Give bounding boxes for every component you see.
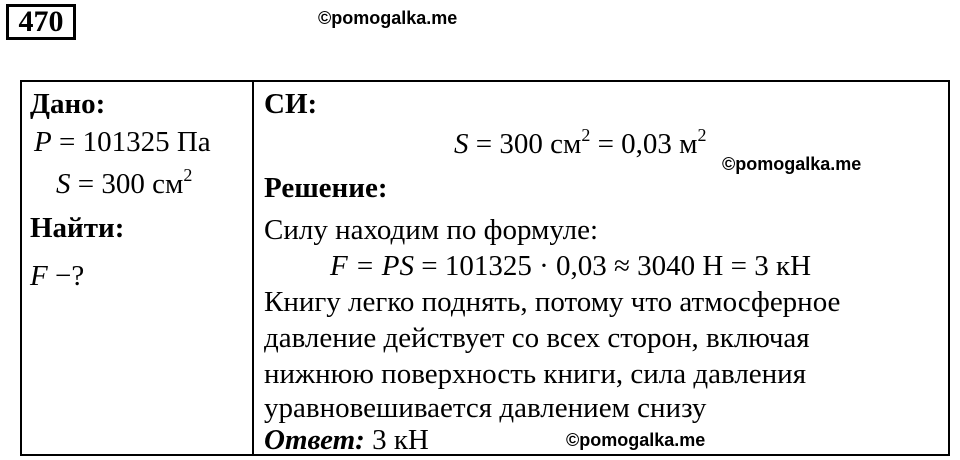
si-exponent-2: 2 [697, 125, 707, 145]
si-area-symbol: S [454, 128, 469, 160]
find-title: Найти: [30, 212, 125, 244]
solution-intro: Силу находим по формуле: [264, 214, 599, 246]
given-area [56, 165, 193, 200]
watermark-top: ©pomogalka.me [318, 8, 458, 28]
column-divider [252, 82, 254, 454]
watermark-bottom: ©pomogalka.me [566, 430, 706, 450]
watermark-middle: ©pomogalka.me [722, 154, 862, 174]
given-title: Дано: [30, 88, 106, 120]
si-exponent-1: 2 [581, 125, 591, 145]
si-area-value: = 300 см [475, 128, 582, 160]
si-area-converted: = 0,03 м [590, 128, 698, 160]
problem-number: 470 [6, 4, 76, 40]
explanation-line-2: давление действует со всех сторон, включая [264, 322, 810, 354]
area-value: = 300 см [77, 168, 184, 200]
formula-rhs: = 101325 · 0,03 ≈ 3040 Н = 3 кН [421, 250, 812, 282]
si-conversion [454, 125, 707, 160]
force-symbol: F [30, 260, 48, 292]
answer [264, 426, 429, 455]
explanation-line-1: Книгу легко поднять, потому что атмосферное [264, 286, 841, 318]
pressure-value: = 101325 Па [58, 126, 211, 158]
si-title: СИ: [264, 88, 318, 120]
area-symbol: S [56, 168, 71, 200]
find-value [30, 262, 84, 291]
answer-value: 3 кН [364, 424, 429, 456]
answer-label: Ответ: [264, 424, 365, 456]
find-question: −? [47, 260, 85, 292]
pressure-symbol: P [34, 126, 52, 158]
solution-table [20, 80, 950, 456]
solution-formula [330, 252, 811, 281]
explanation-line-3: нижнюю поверхность книги, сила давления [264, 358, 807, 390]
area-exponent: 2 [183, 165, 193, 185]
formula-lhs: F = PS [330, 250, 414, 282]
explanation-line-4: уравновешивается давлением снизу [264, 392, 707, 424]
solution-title: Решение: [264, 172, 388, 204]
given-pressure [34, 128, 211, 157]
